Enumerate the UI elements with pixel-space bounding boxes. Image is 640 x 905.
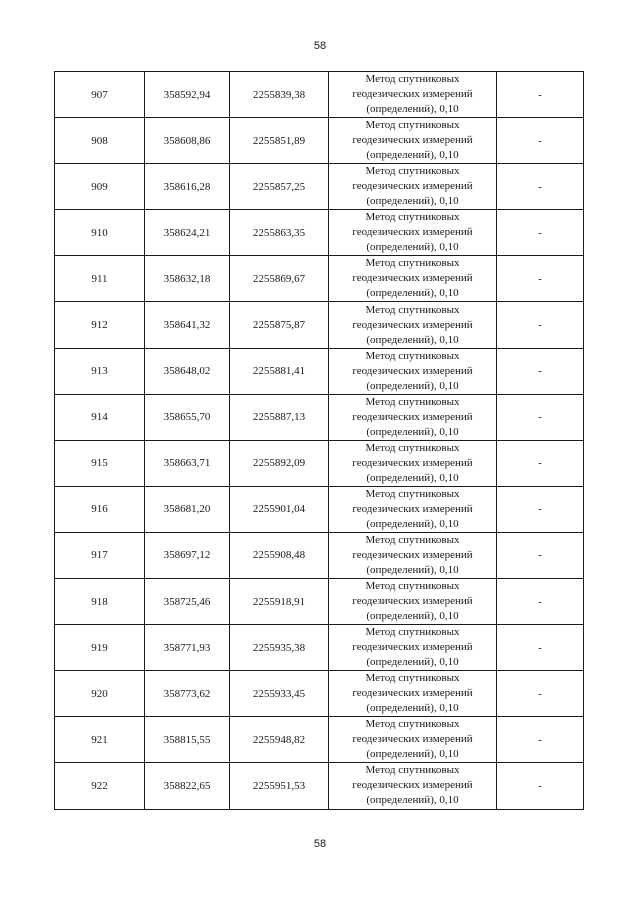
point-number-cell: 915: [55, 440, 145, 486]
note-cell: -: [497, 671, 584, 717]
method-cell: [329, 579, 497, 625]
point-number-cell: 913: [55, 348, 145, 394]
note-cell: -: [497, 717, 584, 763]
method-line: Метод спутниковых: [365, 165, 460, 178]
method-cell: [329, 302, 497, 348]
x-coordinate-cell: 358616,28: [145, 164, 230, 210]
table-row: [55, 763, 584, 809]
method-line: геодезических измерений: [352, 134, 473, 147]
method-line: геодезических измерений: [352, 180, 473, 193]
x-coordinate-cell: 358681,20: [145, 486, 230, 532]
method-line: (определений), 0,10: [366, 103, 459, 116]
table-row: [55, 210, 584, 256]
x-coordinate-cell: 358608,86: [145, 118, 230, 164]
method-cell: [329, 625, 497, 671]
y-coordinate-cell: 2255948,82: [230, 717, 329, 763]
method-line: Метод спутниковых: [365, 626, 460, 639]
method-line: геодезических измерений: [352, 548, 473, 561]
note-cell: -: [497, 486, 584, 532]
method-cell: [329, 394, 497, 440]
table-row: [55, 717, 584, 763]
x-coordinate-cell: 358655,70: [145, 394, 230, 440]
point-number-cell: 921: [55, 717, 145, 763]
method-line: (определений), 0,10: [366, 517, 459, 530]
x-coordinate-cell: 358592,94: [145, 72, 230, 118]
method-cell: [329, 118, 497, 164]
method-cell: [329, 763, 497, 809]
x-coordinate-cell: 358771,93: [145, 625, 230, 671]
method-line: геодезических измерений: [352, 410, 473, 423]
y-coordinate-cell: 2255887,13: [230, 394, 329, 440]
method-line: Метод спутниковых: [365, 487, 460, 500]
method-line: Метод спутниковых: [365, 119, 460, 132]
method-line: (определений), 0,10: [366, 195, 459, 208]
note-cell: -: [497, 302, 584, 348]
table-row: [55, 394, 584, 440]
method-line: геодезических измерений: [352, 779, 473, 792]
page-number-top: 58: [313, 40, 327, 52]
table-row: [55, 579, 584, 625]
method-cell: [329, 440, 497, 486]
method-line: (определений), 0,10: [366, 563, 459, 576]
note-cell: -: [497, 625, 584, 671]
method-line: геодезических измерений: [352, 502, 473, 515]
y-coordinate-cell: 2255881,41: [230, 348, 329, 394]
method-line: (определений), 0,10: [366, 471, 459, 484]
table-row: [55, 118, 584, 164]
y-coordinate-cell: 2255951,53: [230, 763, 329, 809]
method-cell: [329, 671, 497, 717]
y-coordinate-cell: 2255851,89: [230, 118, 329, 164]
method-line: (определений), 0,10: [366, 333, 459, 346]
x-coordinate-cell: 358624,21: [145, 210, 230, 256]
x-coordinate-cell: 358822,65: [145, 763, 230, 809]
y-coordinate-cell: 2255869,67: [230, 256, 329, 302]
page-number-bottom: 58: [313, 838, 327, 850]
table-row: [55, 72, 584, 118]
method-line: Метод спутниковых: [365, 257, 460, 270]
point-number-cell: 919: [55, 625, 145, 671]
table-row: [55, 440, 584, 486]
note-cell: -: [497, 164, 584, 210]
method-line: Метод спутниковых: [365, 580, 460, 593]
method-line: геодезических измерений: [352, 318, 473, 331]
table-row: [55, 625, 584, 671]
method-cell: [329, 256, 497, 302]
point-number-cell: 909: [55, 164, 145, 210]
method-line: Метод спутниковых: [365, 764, 460, 777]
x-coordinate-cell: 358641,32: [145, 302, 230, 348]
method-line: (определений), 0,10: [366, 287, 459, 300]
x-coordinate-cell: 358815,55: [145, 717, 230, 763]
method-line: (определений), 0,10: [366, 610, 459, 623]
method-line: геодезических измерений: [352, 364, 473, 377]
method-cell: [329, 210, 497, 256]
note-cell: -: [497, 256, 584, 302]
method-line: геодезических измерений: [352, 733, 473, 746]
method-line: (определений), 0,10: [366, 149, 459, 162]
method-line: Метод спутниковых: [365, 211, 460, 224]
method-line: (определений), 0,10: [366, 425, 459, 438]
method-line: Метод спутниковых: [365, 533, 460, 546]
point-number-cell: 916: [55, 486, 145, 532]
x-coordinate-cell: 358632,18: [145, 256, 230, 302]
method-line: геодезических измерений: [352, 687, 473, 700]
y-coordinate-cell: 2255908,48: [230, 532, 329, 578]
x-coordinate-cell: 358773,62: [145, 671, 230, 717]
note-cell: -: [497, 394, 584, 440]
point-number-cell: 908: [55, 118, 145, 164]
method-line: геодезических измерений: [352, 88, 473, 101]
method-line: Метод спутниковых: [365, 349, 460, 362]
table-row: [55, 486, 584, 532]
method-line: Метод спутниковых: [365, 672, 460, 685]
y-coordinate-cell: 2255933,45: [230, 671, 329, 717]
table-row: [55, 302, 584, 348]
table-row: [55, 532, 584, 578]
method-line: Метод спутниковых: [365, 441, 460, 454]
method-cell: [329, 532, 497, 578]
point-number-cell: 918: [55, 579, 145, 625]
coordinates-table: [54, 71, 584, 810]
method-cell: [329, 348, 497, 394]
method-line: геодезических измерений: [352, 641, 473, 654]
method-line: (определений), 0,10: [366, 748, 459, 761]
point-number-cell: 922: [55, 763, 145, 809]
table-row: [55, 164, 584, 210]
method-line: Метод спутниковых: [365, 303, 460, 316]
method-line: Метод спутниковых: [365, 73, 460, 86]
method-line: (определений), 0,10: [366, 656, 459, 669]
note-cell: -: [497, 118, 584, 164]
note-cell: -: [497, 72, 584, 118]
method-line: геодезических измерений: [352, 595, 473, 608]
note-cell: -: [497, 763, 584, 809]
y-coordinate-cell: 2255863,35: [230, 210, 329, 256]
note-cell: -: [497, 348, 584, 394]
note-cell: -: [497, 532, 584, 578]
point-number-cell: 911: [55, 256, 145, 302]
method-cell: [329, 72, 497, 118]
point-number-cell: 920: [55, 671, 145, 717]
point-number-cell: 912: [55, 302, 145, 348]
x-coordinate-cell: 358697,12: [145, 532, 230, 578]
method-line: геодезических измерений: [352, 456, 473, 469]
y-coordinate-cell: 2255839,38: [230, 72, 329, 118]
method-line: (определений), 0,10: [366, 702, 459, 715]
x-coordinate-cell: 358663,71: [145, 440, 230, 486]
y-coordinate-cell: 2255935,38: [230, 625, 329, 671]
y-coordinate-cell: 2255901,04: [230, 486, 329, 532]
method-line: (определений), 0,10: [366, 241, 459, 254]
coordinates-table-body: [55, 72, 584, 810]
note-cell: -: [497, 210, 584, 256]
y-coordinate-cell: 2255918,91: [230, 579, 329, 625]
table-row: [55, 256, 584, 302]
y-coordinate-cell: 2255857,25: [230, 164, 329, 210]
y-coordinate-cell: 2255875,87: [230, 302, 329, 348]
method-line: Метод спутниковых: [365, 718, 460, 731]
point-number-cell: 917: [55, 532, 145, 578]
note-cell: -: [497, 579, 584, 625]
method-cell: [329, 717, 497, 763]
point-number-cell: 907: [55, 72, 145, 118]
table-row: [55, 671, 584, 717]
table-row: [55, 348, 584, 394]
method-cell: [329, 164, 497, 210]
method-line: (определений), 0,10: [366, 379, 459, 392]
note-cell: -: [497, 440, 584, 486]
method-line: (определений), 0,10: [366, 794, 459, 807]
point-number-cell: 910: [55, 210, 145, 256]
x-coordinate-cell: 358648,02: [145, 348, 230, 394]
x-coordinate-cell: 358725,46: [145, 579, 230, 625]
method-cell: [329, 486, 497, 532]
point-number-cell: 914: [55, 394, 145, 440]
method-line: геодезических измерений: [352, 272, 473, 285]
y-coordinate-cell: 2255892,09: [230, 440, 329, 486]
method-line: Метод спутниковых: [365, 395, 460, 408]
method-line: геодезических измерений: [352, 226, 473, 239]
